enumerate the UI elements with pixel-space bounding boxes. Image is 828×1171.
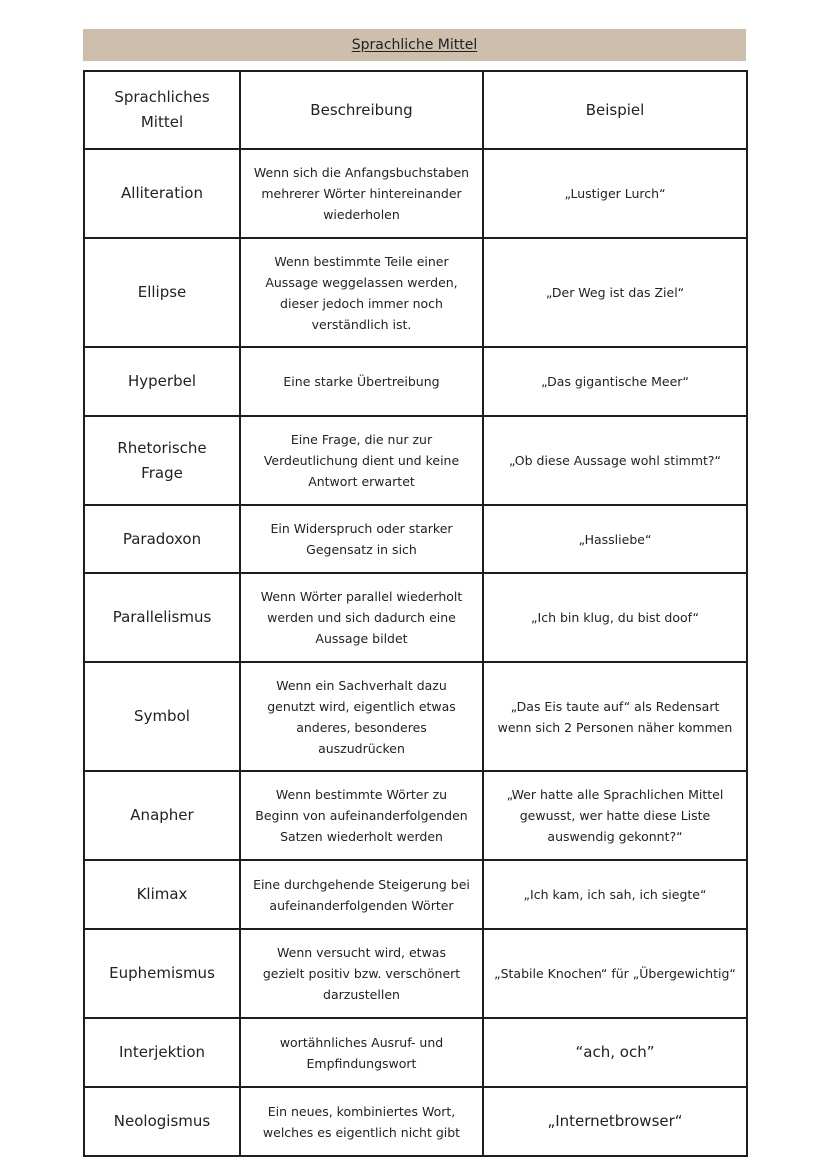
description-cell xyxy=(240,238,483,347)
example-cell xyxy=(483,929,747,1018)
table-row xyxy=(84,573,747,662)
term-text: Rhetorische Frage xyxy=(117,438,207,482)
example-cell xyxy=(483,238,747,347)
table-row xyxy=(84,1087,747,1156)
description-text: Wenn bestimmte Teile einer Aussage weggelassen werden, dieser jedoch immer noch verständlich ist. xyxy=(265,253,458,332)
term-cell xyxy=(84,347,240,416)
page-title: Sprachliche Mittel xyxy=(351,37,478,53)
description-text: Wenn versucht wird, etwas gezielt positiv bzw. verschönert darzustellen xyxy=(262,945,461,1002)
table-row xyxy=(84,347,747,416)
header-row xyxy=(84,71,747,149)
table-row xyxy=(84,1018,747,1087)
example-text: “ach, och” xyxy=(575,1043,655,1061)
example-cell xyxy=(483,149,747,238)
term-cell xyxy=(84,505,240,573)
header-description xyxy=(240,71,483,149)
example-text: „Lustiger Lurch“ xyxy=(564,186,666,201)
example-text: „Ob diese Aussage wohl stimmt?“ xyxy=(508,453,722,468)
description-text: Wenn bestimmte Wörter zu Beginn von aufeinanderfolgenden Satzen wiederholt werden xyxy=(255,787,468,844)
description-cell xyxy=(240,347,483,416)
term-text: Symbol xyxy=(134,707,190,725)
term-text: Parallelismus xyxy=(112,608,212,626)
figures-of-speech-table xyxy=(83,70,748,1157)
description-cell xyxy=(240,929,483,1018)
example-text: „Hassliebe“ xyxy=(578,531,652,547)
description-cell xyxy=(240,860,483,929)
header-example xyxy=(483,71,747,149)
example-cell xyxy=(483,347,747,416)
term-cell xyxy=(84,860,240,929)
table-row xyxy=(84,929,747,1018)
example-cell xyxy=(483,860,747,929)
example-text: „Internetbrowser“ xyxy=(547,1112,683,1130)
table-row xyxy=(84,860,747,929)
example-cell xyxy=(483,662,747,771)
term-text: Alliteration xyxy=(121,184,203,202)
description-text: Eine starke Übertreibung xyxy=(283,374,440,389)
example-text: „Wer hatte alle Sprachlichen Mittel gewusst, wer hatte diese Liste auswendig gekonnt?“ xyxy=(506,787,724,844)
example-text: „Der Weg ist das Ziel“ xyxy=(545,285,685,300)
description-cell xyxy=(240,662,483,771)
term-cell xyxy=(84,149,240,238)
description-cell xyxy=(240,1087,483,1156)
term-cell xyxy=(84,662,240,771)
table-row xyxy=(84,238,747,347)
example-text: „Stabile Knochen“ für „Übergewichtig“ xyxy=(494,966,736,981)
term-text: Interjektion xyxy=(118,1043,206,1061)
term-cell xyxy=(84,573,240,662)
header-description-label: Beschreibung xyxy=(310,100,413,119)
table-row xyxy=(84,416,747,505)
term-cell xyxy=(84,1018,240,1087)
example-cell xyxy=(483,771,747,860)
title-bar xyxy=(83,29,746,61)
description-cell xyxy=(240,505,483,573)
example-cell xyxy=(483,416,747,505)
term-text: Paradoxon xyxy=(122,529,202,548)
table-row xyxy=(84,149,747,238)
term-text: Euphemismus xyxy=(109,964,215,982)
table-row xyxy=(84,662,747,771)
description-text: Wenn ein Sachverhalt dazu genutzt wird, eigentlich etwas anderes, besonderes auszudrücken xyxy=(267,677,456,756)
description-cell xyxy=(240,149,483,238)
header-example-label: Beispiel xyxy=(585,100,645,119)
description-cell xyxy=(240,416,483,505)
term-cell xyxy=(84,771,240,860)
header-term xyxy=(84,71,240,149)
example-text: „Ich bin klug, du bist doof“ xyxy=(531,610,699,625)
example-cell xyxy=(483,1018,747,1087)
description-text: Wenn sich die Anfangsbuchstaben mehrerer Wörter hintereinander wiederholen xyxy=(253,165,470,222)
term-cell xyxy=(84,929,240,1018)
term-text: Neologismus xyxy=(113,1112,211,1130)
description-text: wortähnliches Ausruf- und Empfindungswort xyxy=(279,1034,444,1071)
example-cell xyxy=(483,1087,747,1156)
description-text: Ein Widerspruch oder starker Gegensatz in sich xyxy=(270,521,453,557)
term-text: Ellipse xyxy=(137,283,187,301)
example-cell xyxy=(483,573,747,662)
table-row xyxy=(84,505,747,573)
term-text: Hyperbel xyxy=(128,372,196,390)
description-cell xyxy=(240,1018,483,1087)
description-cell xyxy=(240,771,483,860)
term-cell xyxy=(84,416,240,505)
term-cell xyxy=(84,1087,240,1156)
table-row xyxy=(84,771,747,860)
example-text: „Das Eis taute auf“ als Redensart wenn sich 2 Personen näher kommen xyxy=(497,698,733,735)
description-text: Wenn Wörter parallel wiederholt werden und sich dadurch eine Aussage bildet xyxy=(260,589,463,646)
description-text: Eine durchgehende Steigerung bei aufeinanderfolgenden Wörter xyxy=(253,876,470,913)
term-text: Klimax xyxy=(136,885,188,903)
example-cell xyxy=(483,505,747,573)
description-cell xyxy=(240,573,483,662)
term-text: Anapher xyxy=(130,806,194,824)
example-text: „Das gigantische Meer“ xyxy=(541,374,689,389)
header-term-label: Sprachliches Mittel xyxy=(114,88,210,131)
example-text: „Ich kam, ich sah, ich siegte“ xyxy=(523,887,707,902)
description-text: Ein neues, kombiniertes Wort, welches es eigentlich nicht gibt xyxy=(262,1103,461,1140)
term-cell xyxy=(84,238,240,347)
description-text: Eine Frage, die nur zur Verdeutlichung dient und keine Antwort erwartet xyxy=(263,432,460,489)
